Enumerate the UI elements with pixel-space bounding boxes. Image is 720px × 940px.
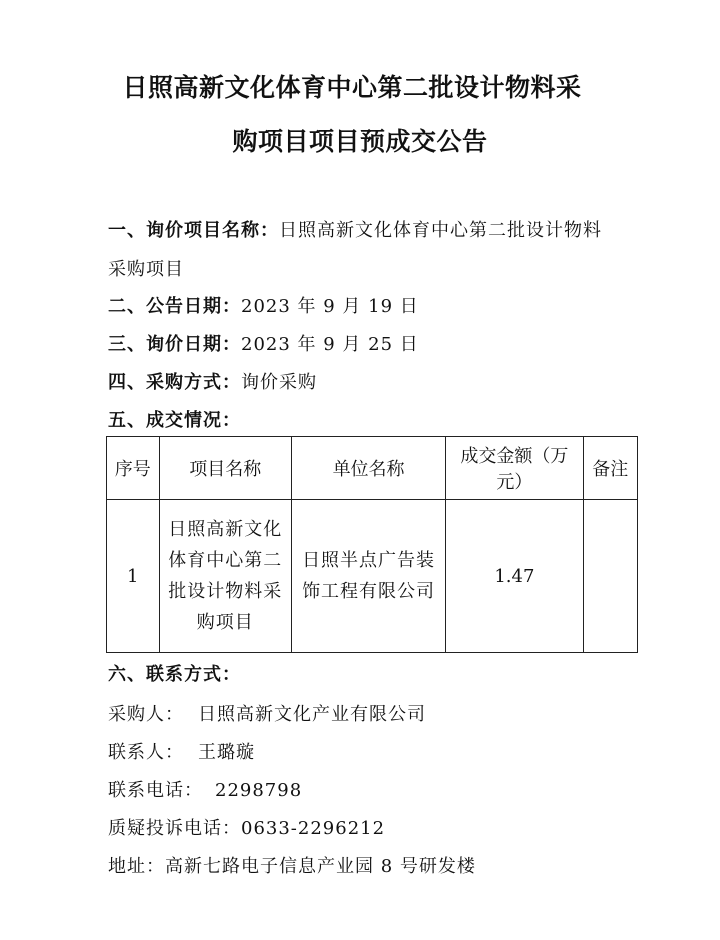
purchase-method-row [108, 368, 317, 394]
announce-date-value: 2023 年 9 月 19 日 [241, 296, 419, 317]
buyer-row [108, 700, 426, 726]
header-no: 序号 [107, 437, 160, 500]
phone-row [108, 776, 302, 802]
contact-person-value: 王璐璇 [198, 742, 255, 763]
deal-status-label: 五、成交情况： [108, 410, 241, 431]
header-amount: 成交金额（万元） [446, 437, 583, 500]
project-name-row [108, 216, 602, 242]
complaint-phone-label: 质疑投诉电话： [108, 818, 241, 839]
inquiry-date-row [108, 330, 419, 356]
header-remark: 备注 [583, 437, 637, 500]
award-table-header [107, 437, 638, 500]
purchase-method-value: 询价采购 [241, 372, 317, 393]
complaint-phone-value: 0633-2296212 [241, 818, 386, 839]
header-unit: 单位名称 [291, 437, 445, 500]
phone-label: 联系电话： [108, 780, 203, 801]
row-project-text: 日照高新文化体育中心第二批设计物料采购项目 [168, 519, 283, 633]
buyer-label: 采购人： [108, 704, 184, 725]
row-unit-text: 日照半点广告装饰工程有限公司 [302, 550, 436, 602]
row-unit [291, 500, 445, 653]
row-remark [583, 500, 637, 653]
inquiry-date-value: 2023 年 9 月 25 日 [241, 334, 419, 355]
document-title-line2: 购项目项目预成交公告 [232, 127, 488, 156]
deal-status-row [108, 406, 241, 432]
project-name-row-cont [108, 255, 184, 281]
phone-value: 2298798 [215, 780, 303, 801]
row-amount: 1.47 [446, 500, 583, 653]
address-row [108, 852, 476, 878]
row-project [159, 500, 291, 653]
contact-person-label: 联系人： [108, 742, 184, 763]
project-name-value: 日照高新文化体育中心第二批设计物料 [279, 220, 602, 241]
complaint-phone-row [108, 814, 385, 840]
buyer-value: 日照高新文化产业有限公司 [198, 704, 426, 725]
announce-date-row [108, 292, 419, 318]
table-row [107, 500, 638, 653]
inquiry-date-label: 三、询价日期： [108, 334, 241, 355]
header-project: 项目名称 [159, 437, 291, 500]
project-name-value-cont: 采购项目 [108, 259, 184, 280]
award-table [106, 436, 638, 653]
address-label: 地址： [108, 856, 165, 877]
announce-date-label: 二、公告日期： [108, 296, 241, 317]
contact-section-label: 六、联系方式： [108, 664, 241, 685]
address-value: 高新七路电子信息产业园 8 号研发楼 [165, 856, 476, 877]
project-name-label: 一、询价项目名称： [108, 220, 279, 241]
document-title-line1: 日照高新文化体育中心第二批设计物料采 [122, 73, 582, 102]
contact-person-row [108, 738, 255, 764]
purchase-method-label: 四、采购方式： [108, 372, 241, 393]
row-no: 1 [107, 500, 160, 653]
contact-section-row [108, 660, 241, 686]
